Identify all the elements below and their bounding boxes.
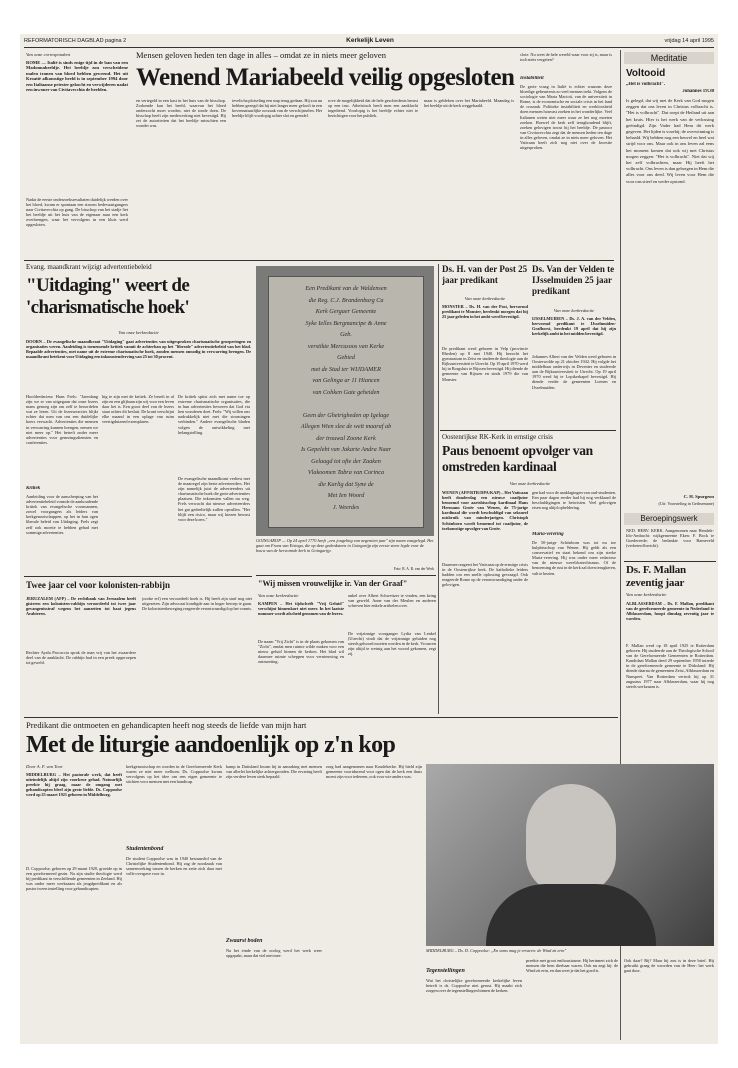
article-title: Twee jaar cel voor kolonisten-rabbijn — [26, 580, 170, 590]
article-body: De grote vraag in Italië is echter waarom deze bloedige gebeurtenis zo veel mensen trekt. Volgens de sociologie van Maria Macioti, van de universiteit in Rome, is de economische en sociale crisis in het land de oorzaak. Politieke instabiliteit en werkloosheid doen mensen houvast zoeken in het wonderlijke. Veel Italianen weten niet meer waar ze het nog moeten zoeken. Hoewel de kerk zelf terughoudend blijft, zoeken gelovigen troost bij het beeldje. De pastoor van Civitavecchia zegt dat de mensen heden ten dage in alles geloven, omdat ze in niets meer geloven. Het Vaticaan heeft zich nog niet over de kwestie uitgesproken. — [520, 84, 612, 151]
article-title: "Uitdaging" weert de 'charismatische hoek' — [26, 275, 190, 318]
inscription-line: Een Predikant van de Waldensen — [305, 285, 387, 292]
article-body: ankel over Albert Schweitzer te vinden, een kring van geweld. Anne van der Meulen en anderen schreven hier enkele artikelen over. — [348, 593, 436, 609]
article-body: De vrijzinnige voorganger Lydia van Lenkel (Utrecht) vindt dat de vrijzinnige geluiden nog steeds gehoord moeten worden in de kerk. Vrouwen zijn altijd te weinig aan het woord gekomen, zegt zij. — [348, 631, 436, 657]
inscription-line: Geb. — [340, 331, 352, 338]
inscription-line: Vlakoomen Tabra van Corinca — [307, 469, 385, 476]
article-title: Paus benoemt opvolger van omstreden kardinaal — [442, 443, 593, 474]
page-header-left: REFORMATORISCH DAGBLAD pagina 2 — [24, 38, 127, 44]
divider — [624, 561, 716, 562]
article-body: Wat het christelijke gereformeerde kerkelijke leven betreft is ds. Coppoolse niet gerust. Hij maakt zich zorgen over de tegenstellingen binnen de kerken. — [426, 978, 522, 994]
subheading: Maria-verering — [532, 532, 564, 537]
article-body: preekte met groot enthousiasme. Hij herinnert zich de mensen die hem dierbaar waren. Ook nu zegt hij: de Wind zit erin, en dan weet je dat het goed is. — [526, 958, 618, 974]
subheading: Zwaarst boden — [226, 938, 263, 944]
article-intro: MONSTER – Ds. H. van der Post, hervormd predikant te Monster, herdenkt morgen dat hij 25 jaar geleden in het ambt werd bevestigd. — [442, 304, 528, 320]
article-body: Nadat de eerste onderzoeksresultaten duidelijk werden over het bloed, kwam er spontaan een stroom bedevaartgangers naar Civitavecchia op gang. De bisschop van het stadje liet het beeldje uit het huis van de eigenaar naar een kerk overbrengen, waar het vervolgens in een kluis werd opgesloten. — [26, 197, 128, 228]
article-body: Na het einde van de oorlog werd het werk weer opgepakt, maar dat viel niet mee. — [226, 948, 322, 959]
article-body: zorg had aangenomen naar Koudekerke. Hij hield zijn gemeente voortdurend voor ogen dat de kerk een thuis moest zijn voor iedereen, ook voor wie anders was. — [326, 764, 422, 780]
article-body: De predikant werd geboren in Velp (provincie Rheden) op 8 mei 1940. Hij bezocht het gymnasium in Zeist en studeerde theologie aan de Rijksuniversiteit te Utrecht. Op 19 april 1970 werd hij in Borgsluis te Rijssen bevestigd. Hij diende de gemeente van Rijssen en sinds 1979 die van Monster. — [442, 346, 528, 382]
article-body: cloie. Nu weet de hele wereld waar voor zij is, maar is toch niets vergeten? — [520, 52, 612, 63]
meditation-reference: Johannes 19:30 — [682, 89, 714, 94]
meditation-source: (Uit: Voorsteling in Gethsemane) — [658, 501, 714, 506]
divider — [256, 575, 436, 576]
article-body: en vertegeld in een kast in het huis van de bisschop. Zodoende kan het beeld, waarvan het bloed onderzocht moet worden, niet de tonde doen. De bisschop heeft zijn medewerking niet bevestigd. Hij zei de autoriteiten dat het beeldje misschien een wonder was. — [136, 98, 226, 129]
meditation-body: Is gelegd, dat wij met de Kerk van God mogen zeggen dat ons leven in Christus volbracht is. "Het is volbracht". Dat roept de Heiland uit aan het kruis. Hier is het werk van de verlossing geëindigd. Zijn Vader had Hem dit werk gegeven. Het lijden is voorbij; de overwinning is behaald. Wij hebben nog een heuvel en heel wat strijd voor ons. Maar ook in ons leven zal eens het moment komen dat ook wij met Christus mogen zeggen: "Het is volbracht". Niet dat wij het zelf volbrachten, maar Hij heeft het volbracht. Ons leven is dan geborgen in Hem die alles voor ons deed. Wij leven voor Hem die voor ons stierf en weder opstond. — [626, 98, 714, 184]
inscription-line: Is Gepelebt van Jakarte Andra Naar — [300, 446, 392, 453]
inscription-line: van Gelinga ar 11 Hiancen — [312, 377, 380, 384]
beroeping-body: NED. HERV. KERK. Aangenomen naar Hendrik-Ido-Ambacht: wijkgemeente Eken: F. Bock te Goedereede; de bedankte voor Barneveld (verbeterd bericht). — [626, 528, 714, 549]
article-title: Ds. H. van der Post 25 jaar predikant — [442, 264, 528, 285]
article-section: Oostenrijkse RK-Kerk in ernstige crisis — [442, 433, 553, 441]
portrait-photo — [426, 764, 714, 946]
article-intro: DOORN – De evangelische maandkrant "Uitdaging" gaat advertenties van uitgesproken charismatische groeperingen en organisaties weren. Aanleiding is toenemende kritiek vanuit de achterban op het "libreale" advertentiebeleid van het blad. Bepaalde advertenties, met name uit de extreme charismatische hoek, zonden mensen onnodig in verwarring brengen. De maandkrant betekent voor Uitdaging een inkomstenderving van 25 tot 30 procent. — [26, 339, 251, 360]
page-header-date: vrijdag 14 april 1995 — [664, 38, 714, 44]
article-body: rove de mogelijkheid dat de hele geschiedenis berust op een truc. Atheïstisch heeft men een aanklacht ingediend. Voorlopig is het beeldje echter niet te bezichtigen voor het publiek. — [328, 98, 418, 119]
divider — [24, 260, 614, 261]
inscription-line: Gebied — [337, 354, 355, 361]
article-byline: Van onze kerkredactie — [553, 308, 595, 313]
article-body: Hoofdredacteur Hans Frels: "Jarenlang zijn we er van uitgegaan dat onze lezers mans genoeg zijn om zelf te beoordelen wat ze lezen. Uit de lezersreacties blijkt echter dat men van ons een duidelijke koers verwacht. Advertenties die mensen in verwarring kunnen brengen, nemen we niet meer op." Het betreft onder meer advertenties voor genezingsdiensten en conferenties. — [26, 394, 98, 445]
article-intro: JERUZALEM (AFP) – De rechtbank van Jeruzalem heeft gisteren een kolonisten-rabbijn veroordeeld tot twee jaar gevangenisstraf wegens het aanzetten tot haat jegens Arabieren. — [26, 596, 136, 617]
newspaper-page — [20, 34, 718, 1044]
article-body: Daarmee reageert het Vaticaan op de ernstige crisis in de Oostenrijkse kerk. De katholieke leiders hadden om een snelle oplossing gevraagd. Ook reageerde Rome op de verontwaardiging onder de gelovigen. — [442, 562, 528, 588]
photo-caption: MIDDELBURG – Ds. D. Coppoolse: „En soms mag je ervaren: de Wind zit erin" — [426, 948, 567, 953]
article-body: hig te zijn met de kritiek. Ze beseft in al zijn en een glijbaan zijn wij voor een leven daar het is. Een groot deel van de lezers staat achter dit besluit. De krant verschijnt elke maand in een oplage van ruim veertigduizend exemplaren. — [102, 394, 174, 425]
inscription-line: Syke Ielles Bergmancipe & Anne — [305, 319, 387, 327]
subheading: Instabiliteit — [520, 76, 544, 81]
sidebar-label: Meditatie — [624, 52, 714, 64]
article-byline: Van onze kerkredactie — [464, 296, 506, 301]
inscription-line: Allegen Wien slee de weit maaraf ab — [300, 423, 392, 430]
article-body: De student Coppoolse was in 1940 bestuurslid van de Christelijke Studentenbond. Hij zag de noodzaak van samenwerking tussen de kerken en zette zich daar met volle overgave voor in. — [126, 856, 222, 877]
article-body: maar is gebleken over het Mariabeeld. Maandag is het beeldje uit de kerk weggehaald. — [424, 98, 514, 109]
article-body: Ook daar? Bij? Maar hij zou is in deze brief. Hij gebruikt graag de woorden van de Heer: het werk gaat door. — [624, 958, 714, 974]
article-byline: Van onze kerkredactie — [258, 593, 299, 598]
article-intro: WENEN (AFP/RTR/DPA/KAP) – Het Vaticaan heeft donderdag een nieuwe coadjutor benoemd voor aartsbisschop kardinaal Hans Hermann Groër van Wenen, de 75-jarige kardinaal die wordt beschuldigd van seksueel misbruik van minderjarigen. Christoph Schönborn wordt benoemd tot coadjutor, de toekomstige opvolger van Groër. — [442, 490, 528, 531]
article-byline: Van onze kerkredactie — [626, 592, 667, 597]
meditation-verse: „Het is volbracht". — [626, 82, 666, 87]
inscription-line: die Karlig dat Syne de — [318, 480, 374, 488]
inscription-line: der trouwal Zoone Kerk — [316, 434, 376, 442]
subheading: Kritiek — [26, 486, 41, 491]
inscription-line: Met Ien Woord — [327, 492, 365, 499]
memorial-stone-photo — [256, 266, 434, 536]
article-body: kamp in Duitsland kwam hij in aanraking met mensen van allerlei kerkelijke achtergronden. Die ervaring heeft zijn verdere leven sterk bepaald. — [226, 764, 322, 780]
inscription-line: die Reg. C.J. Brandenburg Ca — [308, 296, 384, 304]
article-body: De naam "Vrij Zicht" is in de plaats gekomen van "Zicht", omdat men ruimte wilde maken voor een nieuw geluid binnen de kerken. Het blad wil daarmee ruimte scheppen voor vernieuwing en ontmoeting. — [258, 639, 344, 665]
column-rule — [438, 264, 439, 714]
article-body: D. Coppoolse, geboren op 29 maart 1920, groeide op in een gereformeerd gezin. Na zijn studie theologie werd hij predikant in verschillende gemeenten in Zeeland. Hij was onder meer werkzaam als jeugdpredikant en als pastor in een instelling voor gehandicapten. — [26, 866, 122, 892]
article-byline: Van onze kerkredactie — [118, 330, 159, 335]
article-body: joodse erf) een veroordeelt hoek is. Hij heeft zijn straf nog niet uitgezeten. Zijn advocaat kondigde aan in hoger beroep te gaan. De kolonistenbeweging reageerde verontwaardigd op het vonnis. — [142, 596, 252, 612]
article-intro: ROME — Italië is sinds enige tijd in de ban van een Madonnabeeldje. Het beeldje zou verscheidene malen tranen van bloed hebben geweend. Het uit Kroatië afkomstige beeld is in september 1994 door een Italiaanse priester gekocht en verwijderen nadat een inwoner van Civitavecchia de beelden. — [26, 60, 128, 93]
article-body: F. Mallan werd op 18 april 1925 te Rotterdam geboren. Hij studeerde aan de Theologische School van de Gereformeerde Gemeenten te Rotterdam. Kandidaat Mallan deed 29 september 1958 intrede in de gereformeerde gemeente te Dirksland. Hij diende daarna de gemeenten Zeist, Alblasserdam en Nunspeet. Van Rotterdam vertrok hij op 31 augustus 1977 naar Alblasserdam, waar hij nog steeds werkzaam is. — [626, 643, 714, 689]
inscription-line: met de Stad ter WIJDAMER — [311, 365, 381, 373]
subheading: Tegenstellingen — [426, 968, 465, 974]
article-title: Ds. Van der Velden te IJsselmuiden 25 jaar predikant — [532, 264, 615, 296]
photo-credit: Foto: R. A. R. van der Werk — [393, 567, 434, 571]
article-body: De evangelische maandkrant verliest met de maatregel zijn beste adverteerders. Het zijn namelijk juist de adverteerders uit charismatische hoek die grote advertenties plaatsen. Die inkomsten vallen nu weg. Frels verwacht dat nieuwe adverteerders het gat gedeeltelijk zullen opvullen. "Het blijft een risico, maar wij kiezen bewust voor deze koers." — [178, 476, 250, 522]
meditation-title: Voltooid — [626, 68, 666, 79]
memorial-stone — [268, 276, 424, 528]
article-byline: Van onze kerkredactie — [509, 481, 551, 486]
article-title: Met de liturgie aandoenlijk op z'n kop — [26, 732, 396, 758]
inscription-line: Geen der Gheirigheden ap Igelage — [302, 411, 390, 419]
article-intro: KAMPEN – Het tijdschrift "Vrij Geluid" verschijnt binnenkort niet meer. In het laatste nummer wordt afscheid genomen van de lezers. — [258, 601, 344, 617]
portrait-face — [526, 784, 616, 894]
divider — [24, 717, 618, 718]
article-kicker: Predikant die ontmoeten en gehandicapten heeft nog steeds de liefde van mijn hart — [26, 720, 307, 730]
article-section: Evang. maandkrant wijzigt advertentiebeleid — [26, 263, 152, 271]
divider — [440, 430, 616, 431]
divider — [24, 576, 252, 577]
subheading: Studentenbond — [126, 846, 164, 852]
inscription-line: Gelaagd tot ofte der Zaaken — [311, 457, 381, 465]
meditation-signature: C. H. Spurgeon — [683, 494, 714, 499]
article-body: tevelicha plotseling een stap terug gedaan. Hij zou nu hebben gezegd dat hij niet langer meer gelooft in een bovennatuurlijke oorzaak van de verschijnselen. Het beeldje blijft voorlopig achter slot en grendel. — [232, 98, 322, 119]
article-title: "Wij missen vrouwelijke ir. Van der Graaf" — [258, 579, 408, 588]
article-body: De 50-jarige Schönborn was tot nu toe hulpbisschop van Wenen. Hij geldt als een conservatief en staat bekend om zijn sterke Maria-verering. Hij was onder meer redacteur van de nieuwe wereldcatechismus. Of de benoeming de rust in de kerk zal doen terugkeren, valt te bezien. — [532, 540, 616, 576]
inscription-line: van Cohken Gate geheiden — [312, 388, 380, 396]
article-intro: ALBLASSERDAM – Ds. F. Mallan, predikant van de gereformeerde gemeente in Nederland te Alblasserdam, hoopt dinsdag zeventig jaar te worden. — [626, 601, 714, 622]
section-title: Kerkelijk Leven — [346, 37, 394, 44]
article-kicker: Mensen geloven heden ten dage in alles – omdat ze in niets meer geloven — [136, 50, 386, 60]
photo-caption: GOINGARIJP — Op 24 april 1770 heeft „een jongeling van negentien jaar" zijn naam vastgelegd. Het gaat om Frans van Eisinga, die op deze gedenksteen in Goingarijp zijn eerste steen legde voor de bouw van de hervormde kerk in Goingarijp. — [256, 538, 434, 553]
article-title: Ds. F. Mallan zeventig jaar — [626, 564, 686, 589]
article-title: Wenend Mariabeeld veilig opgesloten — [136, 64, 515, 91]
inscription-line: J. Weerdes — [332, 503, 360, 511]
inscription-line: Kerk Gergaer Gemeente — [315, 308, 377, 315]
stone-inscription — [273, 283, 419, 523]
article-body: Aanleiding voor de aanscherping van het advertentiebeleid vormde de aanhoudende kritiek van evangelische voormannen, zowel voorgangers als leiders van kerkgenootschappen, op het in hun ogen liberale beleid van Uitdaging. Frels zegt zelf ook moeite te hebben gehad met sommige advertenties. — [26, 494, 98, 535]
header-rule — [24, 47, 714, 48]
article-body: Rechter Ayala Procaccia sprak de man vrij van het zwaardere deel van de aanklacht. De rabbijn had in een preek opgeroepen tot geweld. — [26, 650, 136, 666]
sidebar-label: Beroepingswerk — [624, 513, 714, 525]
article-body: Johannes Albert van der Velden werd geboren in Oosterwolde op 21 oktober 1942. Hij volgde het middelbaar onderwijs in Deventer en studeerde aan de Rijksuniversiteit te Utrecht. Op 19 april 1970 werd hij te Lopikerkapel bevestigd. Hij diende verder de gemeenten Loenen en IJsselmuiden. — [532, 354, 616, 390]
article-body: kerkgenootschap en worden in de Gereformeerde Kerk waren ze niet meer welkom. Ds. Coppoolse kwam vervolgens op het idee om een eigen gemeente te stichten voor mensen met een handicap. — [126, 764, 222, 785]
article-intro: MIDDELBURG – Het pastorale werk, dat heeft uiteindelijk altijd zijn voorkeur gehad. Natuurlijk preekte hij graag, maar de omgang met gehandicapten bleef zijn grote liefde. Ds. Coppoolse werd op 25 maart 1921 geboren in Middelburg. — [26, 772, 122, 798]
article-byline: Van onze correspondent — [26, 52, 70, 57]
inscription-line — [273, 398, 419, 410]
article-body: De kritiek spitst zich met name toe op extreme charismatische organisaties, die in hun advertenties beweren dat God via hen wonderen doet. Frels: "Wij willen ons nadrukkelijk niet met die stromingen verbinden." Andere evangelische bladen volgen de ontwikkeling met belangstelling. — [178, 394, 250, 435]
inscription-line: verstikte Mercusoos van Kerke — [307, 342, 385, 350]
article-intro: IJSSELMUIDEN – Ds. J. A. van der Velden, hervormd predikant te IJsselmuiden-Grafhorst, herdenkt 19 april dat hij zijn kerkelijk ambt in het midden bevestigd. — [532, 316, 616, 337]
article-byline: Door A. F. van Toor — [26, 764, 63, 769]
article-body: gen had voor de aanklagingen van oud-studenten. Een paar dagen eerder had hij nog verklaard de beschuldigingen te betwisten. Veel gelovigen eisen nog altijd opheldering. — [532, 490, 616, 511]
portrait-suit — [486, 884, 656, 946]
